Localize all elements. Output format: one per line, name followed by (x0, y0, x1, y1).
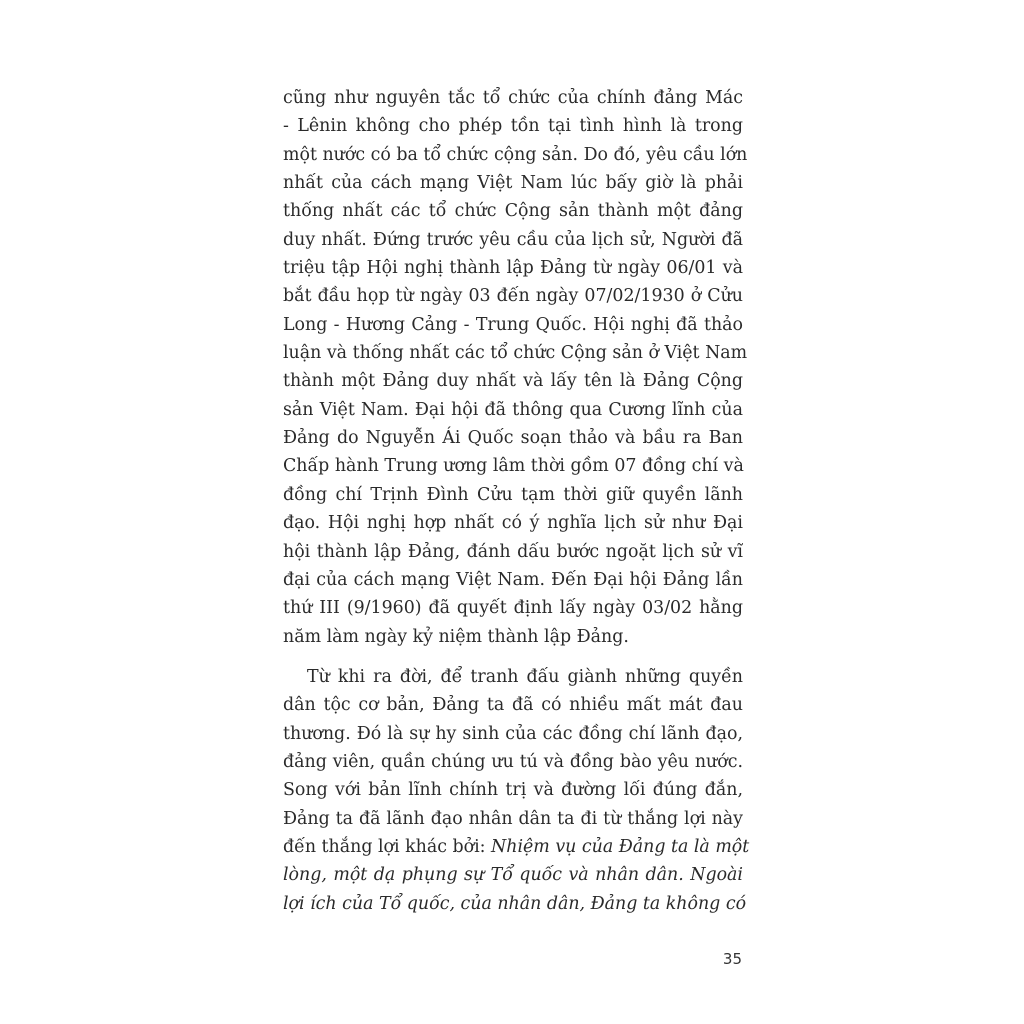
text-line: thành một Đảng duy nhất và lấy tên là Đảng Cộng (283, 371, 743, 392)
paragraph-1 (283, 84, 748, 651)
text-line: cũng như nguyên tắc tổ chức của chính đảng Mác (283, 88, 743, 108)
text-line: - Lênin không cho phép tồn tại tình hình là trong (283, 116, 743, 137)
text-line: hội thành lập Đảng, đánh dấu bước ngoặt lịch sử vĩ (283, 541, 743, 562)
text-line: sản Việt Nam. Đại hội đã thông qua Cương lĩnh của (283, 399, 743, 420)
text-line: Đảng do Nguyễn Ái Quốc soạn thảo và bầu ra Ban (283, 428, 743, 449)
text-line: nhất của cách mạng Việt Nam lúc bấy giờ là phải (283, 173, 743, 194)
paragraph-gap (283, 651, 743, 663)
text-line: bắt đầu họp từ ngày 03 đến ngày 07/02/1930 ở Cửu (283, 286, 743, 307)
text-line: Song với bản lĩnh chính trị và đường lối đúng đắn, (283, 780, 743, 801)
text-line: dân tộc cơ bản, Đảng ta đã có nhiều mất mát đau (283, 695, 743, 716)
body-text (283, 84, 750, 918)
text-line: duy nhất. Đứng trước yêu cầu của lịch sử, Người đã (283, 229, 743, 250)
text-line: Đảng ta đã lãnh đạo nhân dân ta đi từ thắng lợi này (283, 808, 743, 829)
text-line: triệu tập Hội nghị thành lập Đảng từ ngày 06/01 và (283, 258, 743, 279)
text-line: thương. Đó là sự hy sinh của các đồng chí lãnh đạo, (283, 723, 743, 744)
text-line: một nước có ba tổ chức cộng sản. Do đó, yêu cầu lớn (283, 144, 748, 165)
paragraph-2 (283, 663, 750, 918)
text-line-mixed (283, 833, 750, 861)
text-line: thứ III (9/1960) đã quyết định lấy ngày 03/02 hằng (283, 598, 743, 619)
text-line-italic: lợi ích của Tổ quốc, của nhân dân, Đảng ta không có (283, 893, 747, 914)
text-line: Long - Hương Cảng - Trung Quốc. Hội nghị đã thảo (283, 314, 743, 335)
text-line: đạo. Hội nghị hợp nhất có ý nghĩa lịch sử như Đại (283, 513, 743, 534)
text-line-italic: lòng, một dạ phụng sự Tổ quốc và nhân dân. Ngoài (283, 865, 743, 886)
text-line: năm làm ngày kỷ niệm thành lập Đảng. (283, 626, 629, 647)
text-italic: Nhiệm vụ của Đảng ta là một (491, 836, 750, 857)
text-line: đại của cách mạng Việt Nam. Đến Đại hội Đảng lần (283, 569, 743, 590)
text-line: thống nhất các tổ chức Cộng sản thành một đảng (283, 201, 743, 222)
page-number: 35 (722, 950, 742, 968)
text-line: Từ khi ra đời, để tranh đấu giành những quyền (307, 666, 743, 687)
text-line: đồng chí Trịnh Đình Cửu tạm thời giữ quyền lãnh (283, 484, 743, 505)
text-line: luận và thống nhất các tổ chức Cộng sản ở Việt Nam (283, 343, 748, 364)
text-line: Chấp hành Trung ương lâm thời gồm 07 đồng chí và (283, 456, 744, 477)
text-plain: đến thắng lợi khác bởi: (283, 836, 492, 857)
text-line: đảng viên, quần chúng ưu tú và đồng bào yêu nước. (283, 751, 743, 772)
